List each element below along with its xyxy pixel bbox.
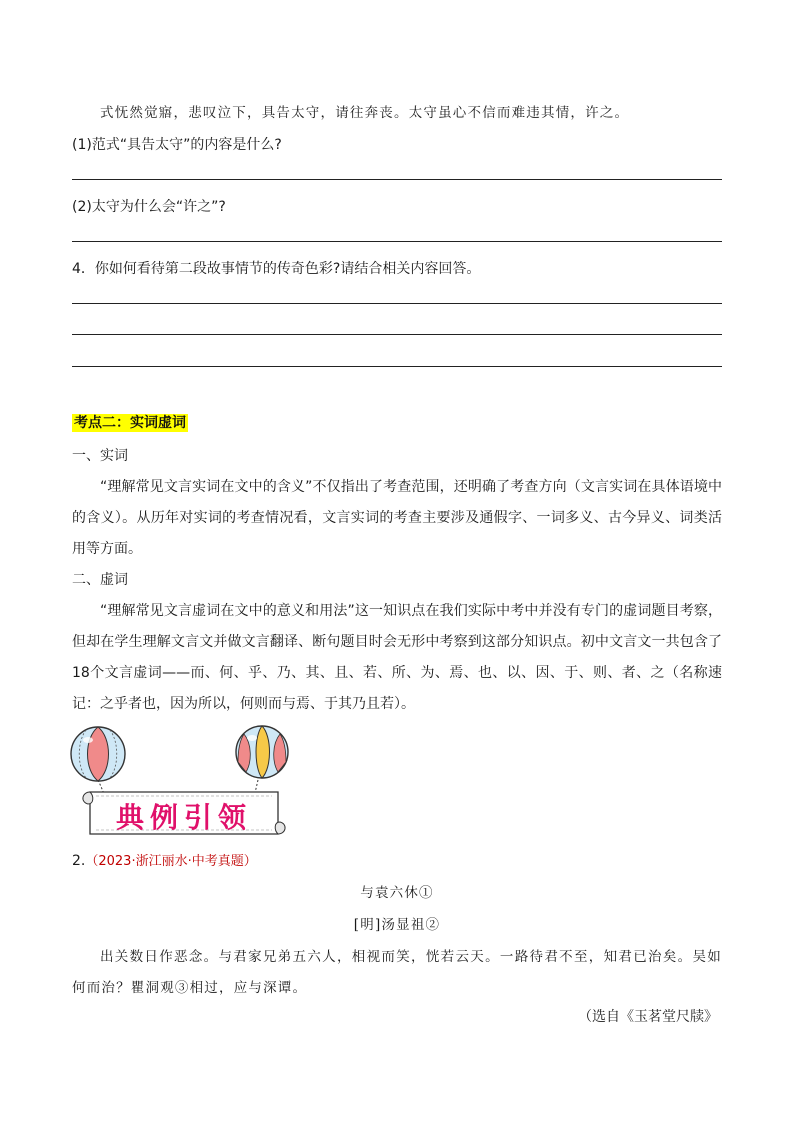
answer-line — [72, 179, 722, 180]
answer-line — [72, 366, 722, 367]
poem-body: 出关数日作恶念。与君家兄弟五六人，相视而笑，恍若云天。一路待君不至，知君已治矣。吴如何而治？瞿洞观③相过，应与深谭。 — [72, 949, 722, 996]
beach-ball-icon — [71, 727, 125, 781]
question-4: 4．你如何看待第二段故事情节的传奇色彩?请结合相关内容回答。 — [72, 261, 481, 277]
section-title: 考点二：实词虚词 — [74, 415, 186, 431]
poem-title: 与袁六休① — [360, 885, 434, 901]
poem-source: （选自《玉茗堂尺牍》 — [578, 1009, 718, 1025]
paragraph-shici: “理解常见文言实词在文中的含义”不仅指出了考查范围，还明确了考查方向（文言实词在具体语境中的含义）。从历年对实词的考查情况看，文言实词的考查主要涉及通假字、一词多义、古今异义、词类活用等方面。 — [72, 479, 722, 557]
question-3-2: (2)太守为什么会“许之”? — [72, 199, 226, 215]
answer-line — [72, 241, 722, 242]
question-3-1: (1)范式“具告太守”的内容是什么? — [72, 137, 282, 153]
example-banner — [68, 722, 298, 842]
poem-author: [明]汤显祖② — [353, 917, 441, 933]
example-number: 2. — [72, 853, 86, 869]
answer-line — [72, 334, 722, 335]
beach-ball-icon — [236, 726, 288, 778]
passage-line: 式怃然觉寤，悲叹泣下，具告太守，请往奔丧。太守虽心不信而难违其情，许之。 — [100, 105, 630, 121]
example-source: （2023·浙江丽水·中考真题） — [85, 854, 257, 869]
banner-text: 典例引领 — [115, 801, 252, 834]
section-heading — [72, 412, 188, 432]
answer-line — [72, 303, 722, 304]
example-header — [72, 850, 257, 869]
subsection-title-shici: 一、实词 — [72, 448, 128, 464]
paragraph-xuci: “理解常见文言虚词在文中的意义和用法”这一知识点在我们实际中考中并没有专门的虚词题目考察，但却在学生理解文言文并做文言翻译、断句题目时会无形中考察到这部分知识点。初中文言文一共包含了18个文言虚词——而、何、乎、乃、其、且、若、所、为、焉、也、以、因、于、则、者、之（名称速记：之乎者也，因为所以，何则而与焉、于其乃且若）。 — [72, 603, 722, 712]
subsection-title-xuci: 二、虚词 — [72, 572, 128, 588]
